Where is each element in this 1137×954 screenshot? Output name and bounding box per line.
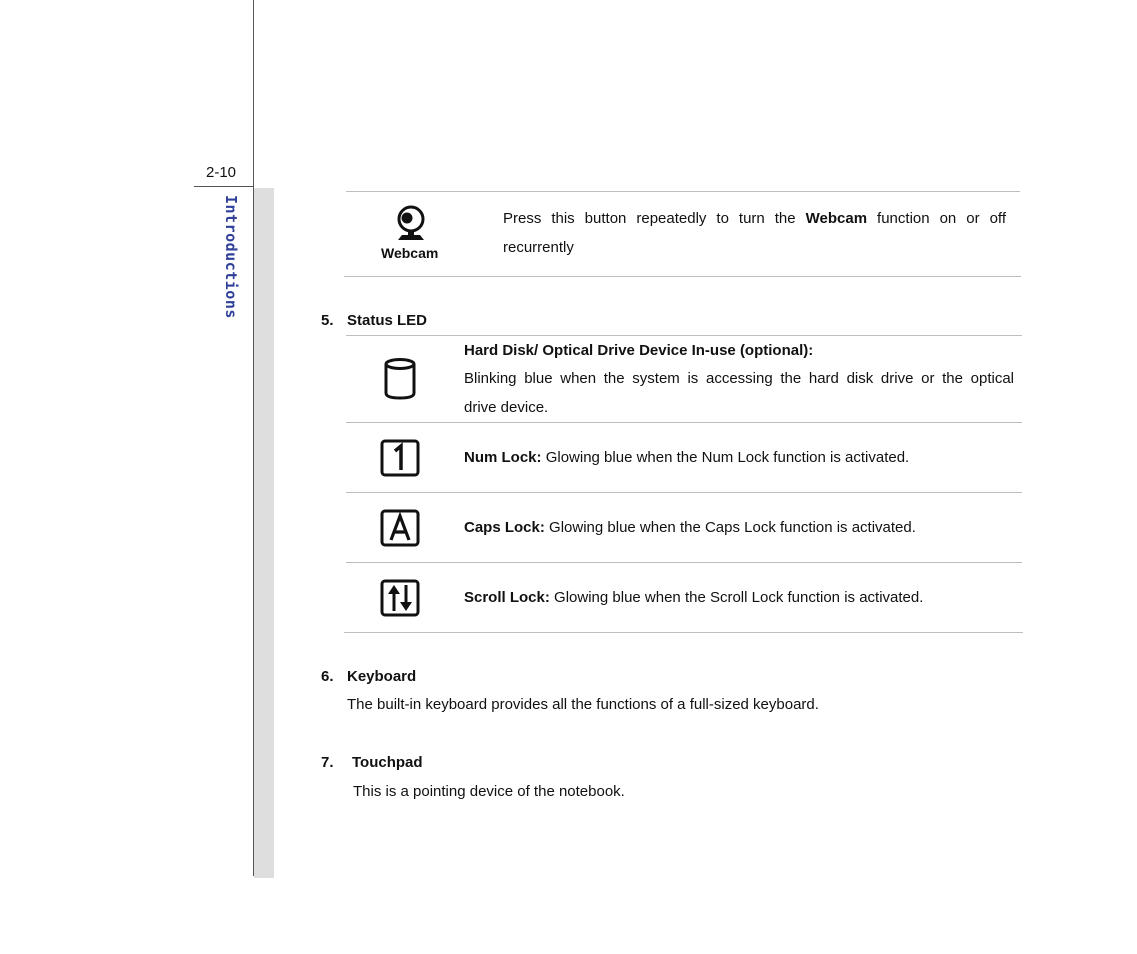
scroll-lock-icon [380, 579, 420, 617]
page-number: 2-10 [206, 164, 237, 181]
side-bar [254, 188, 274, 878]
webcam-desc-bold: Webcam [805, 210, 868, 227]
led-description: Glowing blue when the Caps Lock function is activated. [549, 519, 916, 536]
table-rule [346, 191, 1020, 192]
section-number: 7. [321, 754, 334, 771]
webcam-desc-before: Press this button repeatedly to turn the [503, 210, 796, 227]
webcam-icon [392, 204, 430, 242]
table-rule [346, 422, 1022, 423]
page-number-rule [194, 186, 254, 187]
webcam-desc-after: function on or off [877, 210, 1006, 227]
table-rule [346, 562, 1022, 563]
webcam-description [503, 210, 1006, 227]
led-row-capslock [464, 519, 916, 536]
led-description: Glowing blue when the Scroll Lock function is activated. [554, 589, 924, 606]
section-label: Introductions [222, 195, 240, 319]
table-rule [346, 492, 1022, 493]
led-row-scrolllock [464, 589, 923, 606]
led-description-line2: drive device. [464, 399, 549, 416]
led-label: Scroll Lock: [464, 589, 550, 606]
led-row-numlock [464, 449, 909, 466]
section-text: This is a pointing device of the notebook. [353, 783, 625, 800]
section-number: 6. [321, 668, 334, 685]
led-label: Num Lock: [464, 449, 542, 466]
section-title: Status LED [347, 312, 428, 329]
caps-lock-icon [380, 509, 420, 547]
table-rule [346, 335, 1022, 336]
webcam-description-line2: recurrently [503, 239, 574, 256]
section-number: 5. [321, 312, 334, 329]
led-description: Glowing blue when the Num Lock function is activated. [545, 449, 910, 466]
led-label: Caps Lock: [464, 519, 545, 536]
table-rule [344, 276, 1021, 277]
hard-disk-icon [383, 357, 417, 401]
section-title: Keyboard [347, 668, 417, 685]
table-rule [344, 632, 1023, 633]
num-lock-icon [380, 439, 420, 477]
led-description: Blinking blue when the system is accessing the hard disk drive or the optical [464, 370, 1014, 387]
led-label: Hard Disk/ Optical Drive Device In-use (optional): [464, 342, 814, 359]
section-text: The built-in keyboard provides all the functions of a full-sized keyboard. [347, 696, 819, 713]
webcam-caption: Webcam [381, 245, 439, 261]
section-title: Touchpad [352, 754, 423, 771]
